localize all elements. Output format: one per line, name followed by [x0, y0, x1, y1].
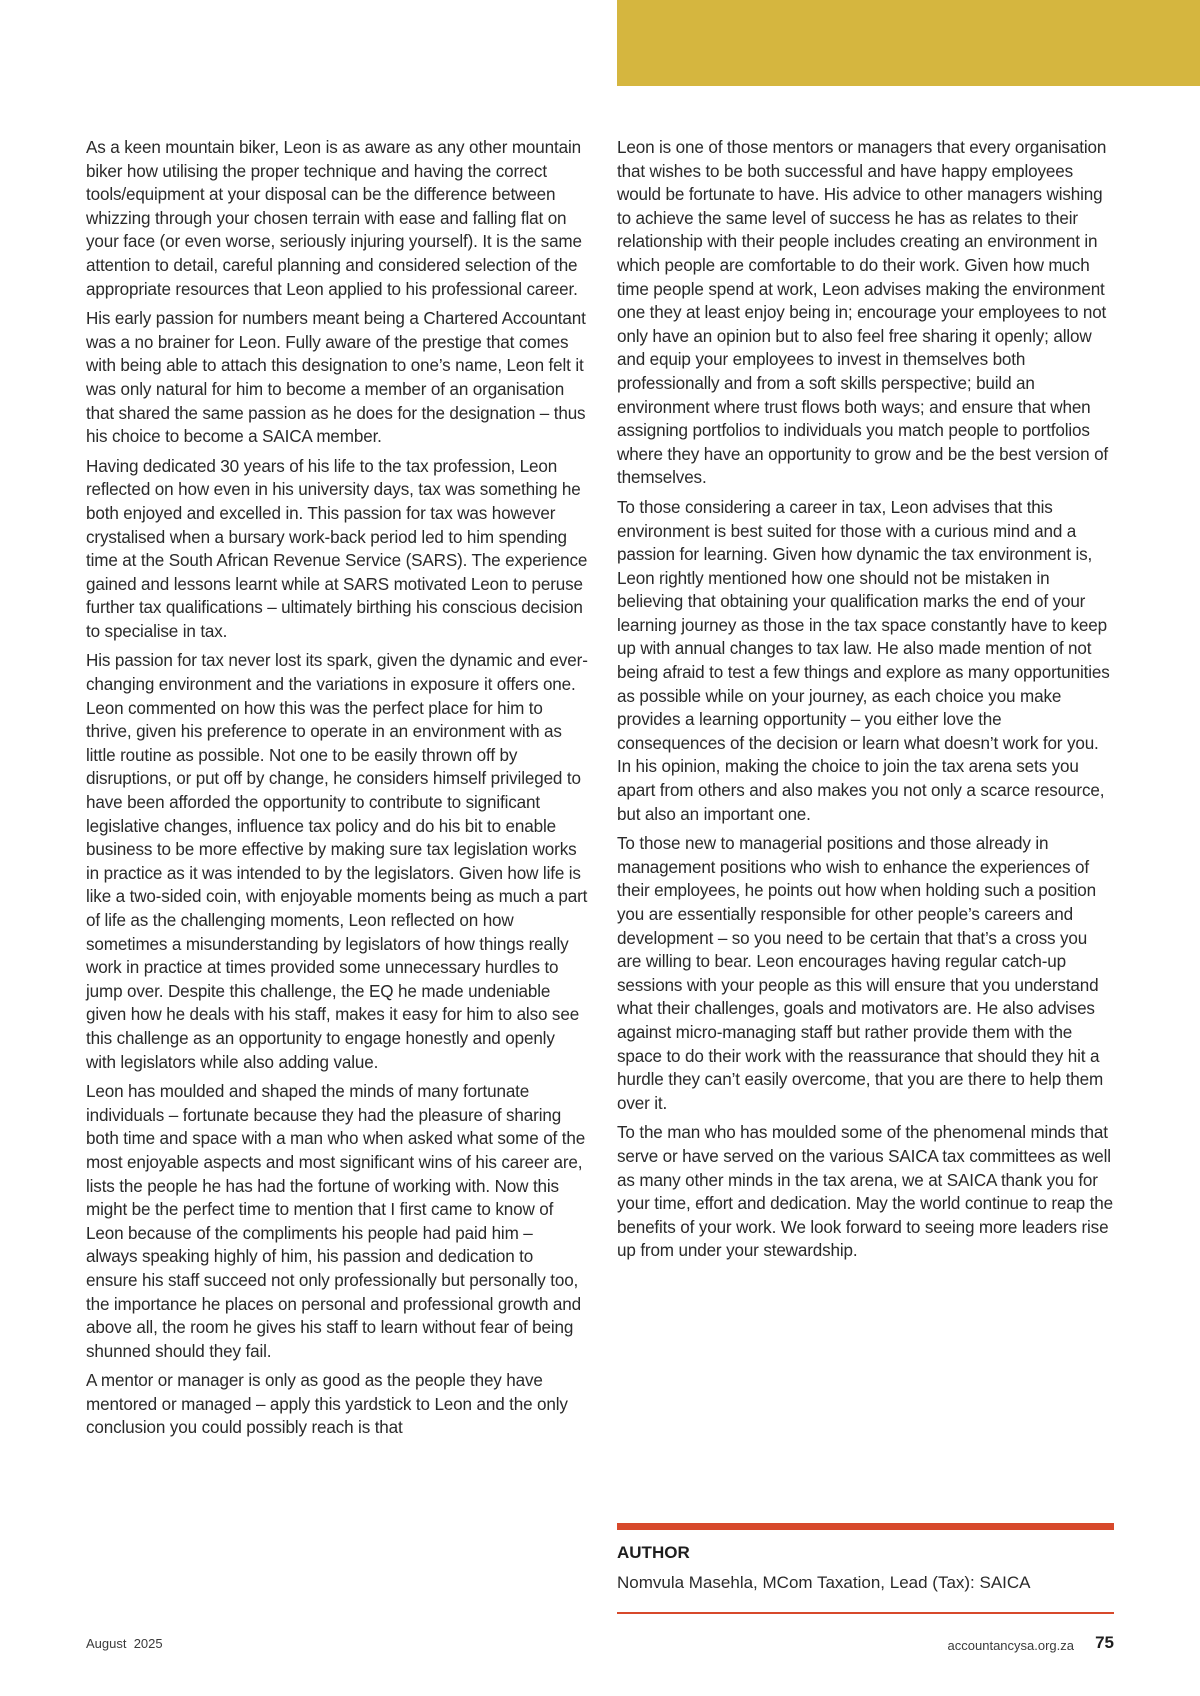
article-column-right	[617, 136, 1114, 1269]
article-paragraph: To the man who has moulded some of the phenomenal minds that serve or have served on the various SAICA tax committees as well as many other minds in the tax arena, we at SAICA thank you for your time, effort and dedication. May the world continue to reap the benefits of your work. We look forward to seeing more leaders rise up from under your stewardship.	[617, 1123, 1113, 1261]
header-accent-bar	[617, 0, 1200, 86]
article-paragraph: Leon has moulded and shaped the minds of many fortunate individuals – fortunate because they had the pleasure of sharing both time and space with a man who when asked what some of the most enjoyable aspects and most significant wins of his career are, lists the people he has had the fortune of working with. Now this might be the perfect time to mention that I first came to know of Leon because of the compliments his people had paid him – always speaking highly of him, his passion and dedication to ensure his staff succeed not only professionally but personally too, the importance he places on personal and professional growth and above all, the room he gives his staff to learn without fear of being shunned should they fail.	[86, 1082, 586, 1361]
article-column-left	[86, 136, 588, 1446]
article-paragraph: Leon is one of those mentors or managers that every organisation that wishes to be both successful and have happy employees would be fortunate to have. His advice to other managers wishing to achieve the same level of success he has as relates to their relationship with their people includes creating an environment in which people are comfortable to do their work. Given how much time people spend at work, Leon advises making the environment one they at least enjoy being in; encourage your employees to not only have an opinion but to also feel free sharing it openly; allow and equip your employees to invest in themselves both professionally and from a soft skills perspective; build an environment where trust flows both ways; and ensure that when assigning portfolios to individuals you match people to portfolios where they have an opportunity to grow and be the best version of themselves.	[617, 138, 1109, 488]
footer-website: accountancysa.org.za	[947, 1638, 1074, 1653]
article-paragraph: Having dedicated 30 years of his life to the tax profession, Leon reflected on how even in his university days, tax was something he both enjoyed and excelled in. This passion for tax was however crystalised when a bursary work-back period led to him spending time at the South African Revenue Service (SARS). The experience gained and lessons learnt while at SARS motivated Leon to peruse further tax qualifications – ultimately birthing his conscious decision to specialise in tax.	[86, 456, 588, 641]
page-number: 75	[1095, 1633, 1114, 1652]
author-box	[617, 1523, 1114, 1614]
article-paragraph: As a keen mountain biker, Leon is as aware as any other mountain biker how utilising the proper technique and having the correct tools/equipment at your disposal can be the difference between whizzing through your chosen terrain with ease and falling flat on your face (or even worse, seriously injuring yourself). It is the same attention to detail, careful planning and considered selection of the appropriate resources that Leon applied to his professional career.	[86, 138, 582, 299]
article-paragraph: To those considering a career in tax, Leon advises that this environment is best suited for those with a curious mind and a passion for learning. Given how dynamic the tax environment is, Leon rightly mentioned how one should not be mistaken in believing that obtaining your qualification marks the end of your learning journey as those in the tax space constantly have to keep up with annual changes to tax law. He also made mention of not being afraid to test a few things and explore as many opportunities as possible while on your journey, as each choice you make provides a learning opportunity – you either love the consequences of the decision or learn what doesn’t work for you. In his opinion, making the choice to join the tax arena sets you apart from others and also makes you not only a scarce resource, but also an important one.	[617, 497, 1110, 824]
article-paragraph: To those new to managerial positions and those already in management positions who wish to enhance the experiences of their employees, he points out how when holding such a position you are essentially responsible for other people’s careers and development – so you need to be certain that that’s a cross you are willing to bear. Leon encourages having regular catch-up sessions with your people as this will ensure that you understand what their challenges, goals and motivators are. He also advises against micro-managing staff but rather provide them with the space to do their work with the reassurance that should they hit a hurdle they can’t easily overcome, that you are there to help them over it.	[617, 834, 1104, 1113]
article-paragraph: A mentor or manager is only as good as the people they have mentored or managed – apply this yardstick to Leon and the only conclusion you could possibly reach is that	[86, 1371, 568, 1438]
author-bottom-rule	[617, 1612, 1114, 1614]
article-paragraph: His passion for tax never lost its spark, given the dynamic and ever-changing environment and the variations in exposure it offers one. Leon commented on how this was the perfect place for him to thrive, given his preference to operate in an environment with as little routine as possible. Not one to be easily thrown off by disruptions, or put off by change, he considers himself privileged to have been afforded the opportunity to contribute to significant legislative changes, influence tax policy and do his bit to enable business to be more effective by making sure tax legislation works in practice as it was intended to by the legislators. Given how life is like a two-sided coin, with enjoyable moments being as much a part of life as the challenging moments, Leon reflected on how sometimes a misunderstanding by legislators of how things really work in practice at times provided some unnecessary hurdles to jump over. Despite this challenge, the EQ he made undeniable given how he deals with his staff, makes it easy for him to also see this challenge as an opportunity to engage honestly and openly with legislators while also adding value.	[86, 651, 588, 1072]
article-paragraph: His early passion for numbers meant being a Chartered Accountant was a no brainer for Leon. Fully aware of the prestige that comes with being able to attach this designation to one’s name, Leon felt it was only natural for him to become a member of an organisation that shared the same passion as he does for the designation – thus his choice to become a SAICA member.	[86, 309, 586, 447]
author-top-rule	[617, 1523, 1114, 1530]
author-heading: AUTHOR	[617, 1543, 690, 1562]
footer-date: August 2025	[86, 1636, 163, 1651]
author-name: Nomvula Masehla, MCom Taxation, Lead (Tax): SAICA	[617, 1573, 1031, 1592]
